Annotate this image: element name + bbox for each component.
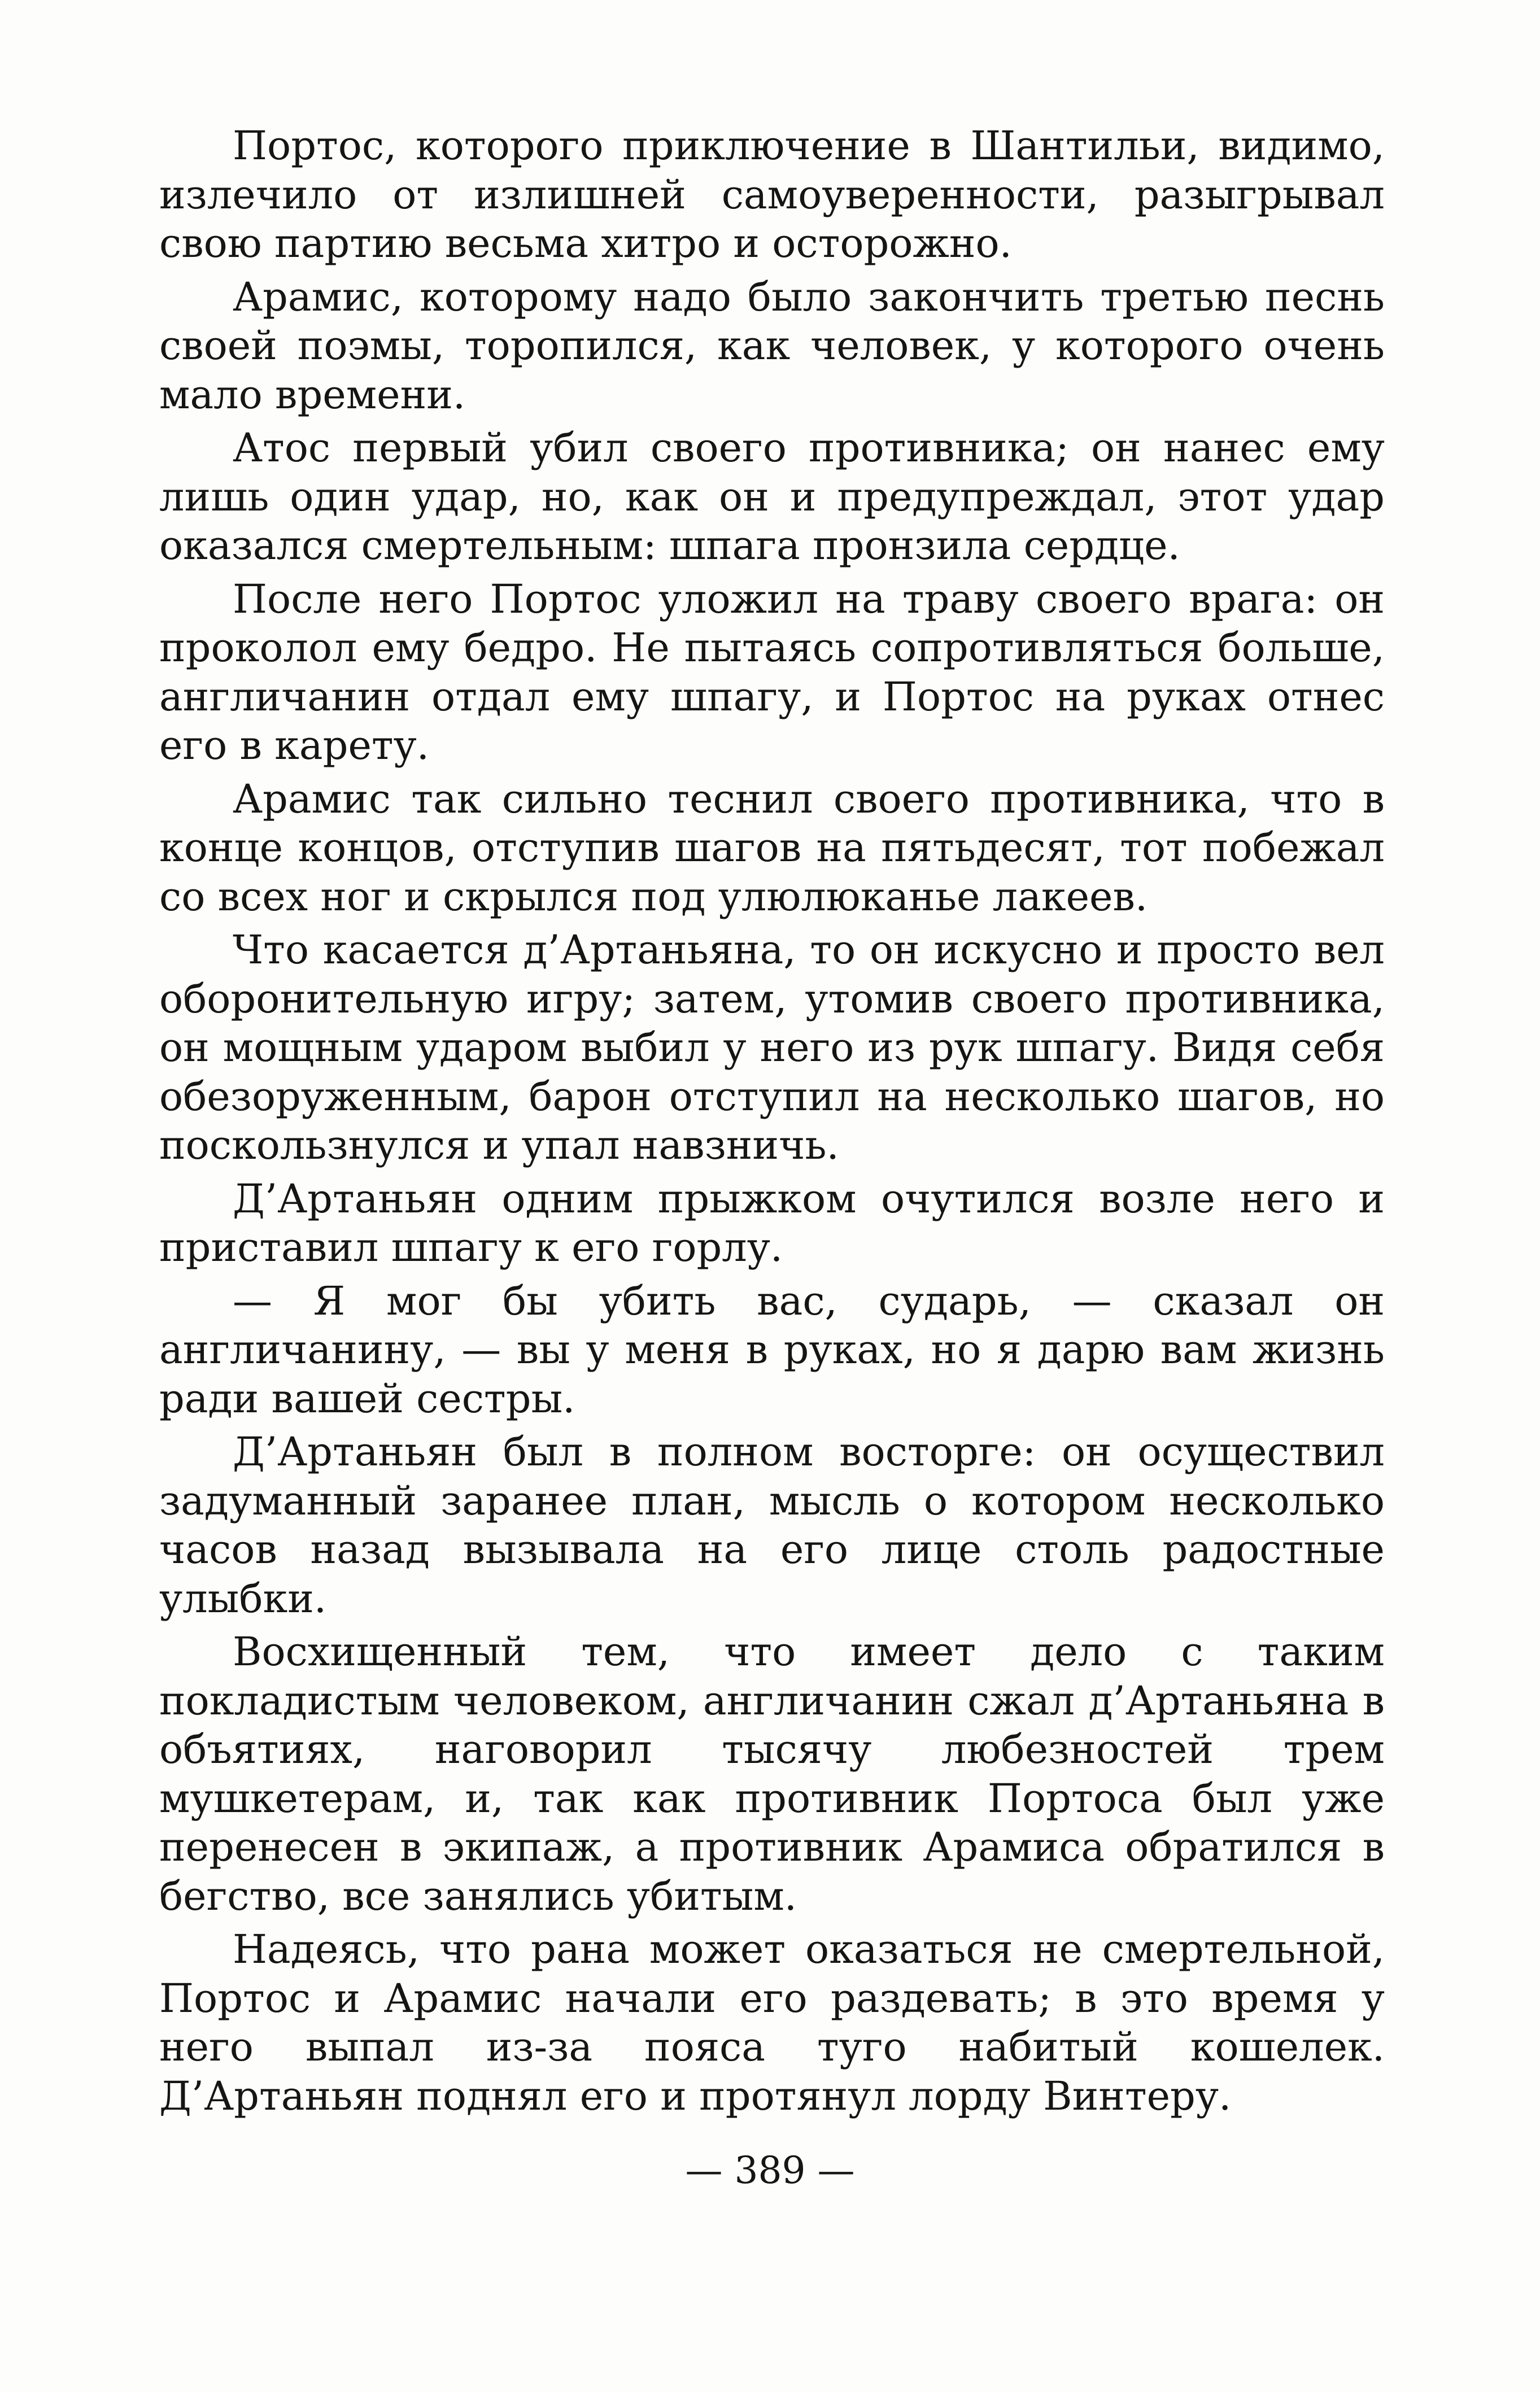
paragraph-7: Д’Артаньян одним прыжком очутился возле него и приставил шпагу к его горлу. [159, 1175, 1385, 1271]
paragraph-10: Восхищенный тем, что имеет дело с таким покладистым человеком, англичанин сжал д’Артаньяна в объятиях, наговорил тысячу любезностей трем мушкетерам, и, так как противник Портоса был уже перенесен в экипаж, а противник Арамиса обратился в бегство, все занялись убитым. [159, 1629, 1385, 1919]
paragraph-3: Атос первый убил своего противника; он нанес ему лишь один удар, но, как он и предупреждал, этот удар оказался смертельным: шпага пронзила сердце. [159, 425, 1385, 569]
paragraph-11: Надеясь, что рана может оказаться не смертельной, Портос и Арамис начали его раздевать; в это время у него выпал из-за пояса туго набитый кошелек. Д’Артаньян поднял его и протянул лорду Винтеру. [159, 1926, 1385, 2119]
paragraph-6: Что касается д’Артаньяна, то он искусно и просто вел оборонительную игру; затем, утомив своего противника, он мощным ударом выбил у него из рук шпагу. Видя себя обезоруженным, барон отступил на несколько шагов, но поскользнулся и упал навзничь. [159, 927, 1385, 1168]
body-text [159, 121, 1385, 2125]
paragraph-4: После него Портос уложил на траву своего врага: он проколол ему бедро. Не пытаясь сопротивляться больше, англичанин отдал ему шпагу, и Портос на руках отнес его в карету. [159, 575, 1385, 769]
paragraph-5: Арамис так сильно теснил своего противника, что в конце концов, отступив шагов на пятьдесят, тот побежал со всех ног и скрылся под улюлюканье лакеев. [159, 775, 1385, 920]
paragraph-9: Д’Артаньян был в полном восторге: он осуществил задуманный заранее план, мысль о котором несколько часов назад вызывала на его лице столь радостные улыбки. [159, 1429, 1385, 1622]
paragraph-1: Портос, которого приключение в Шантильи, видимо, излечило от излишней самоуверенности, разыгрывал свою партию весьма хитро и осторожно. [159, 123, 1385, 267]
paragraph-8: — Я мог бы убить вас, сударь, — сказал он англичанину, — вы у меня в руках, но я дарю вам жизнь ради вашей сестры. [159, 1277, 1385, 1422]
page-number: — 389 — [685, 2149, 855, 2192]
paragraph-2: Арамис, которому надо было закончить третью песнь своей поэмы, торопился, как человек, у которого очень мало времени. [159, 273, 1385, 418]
